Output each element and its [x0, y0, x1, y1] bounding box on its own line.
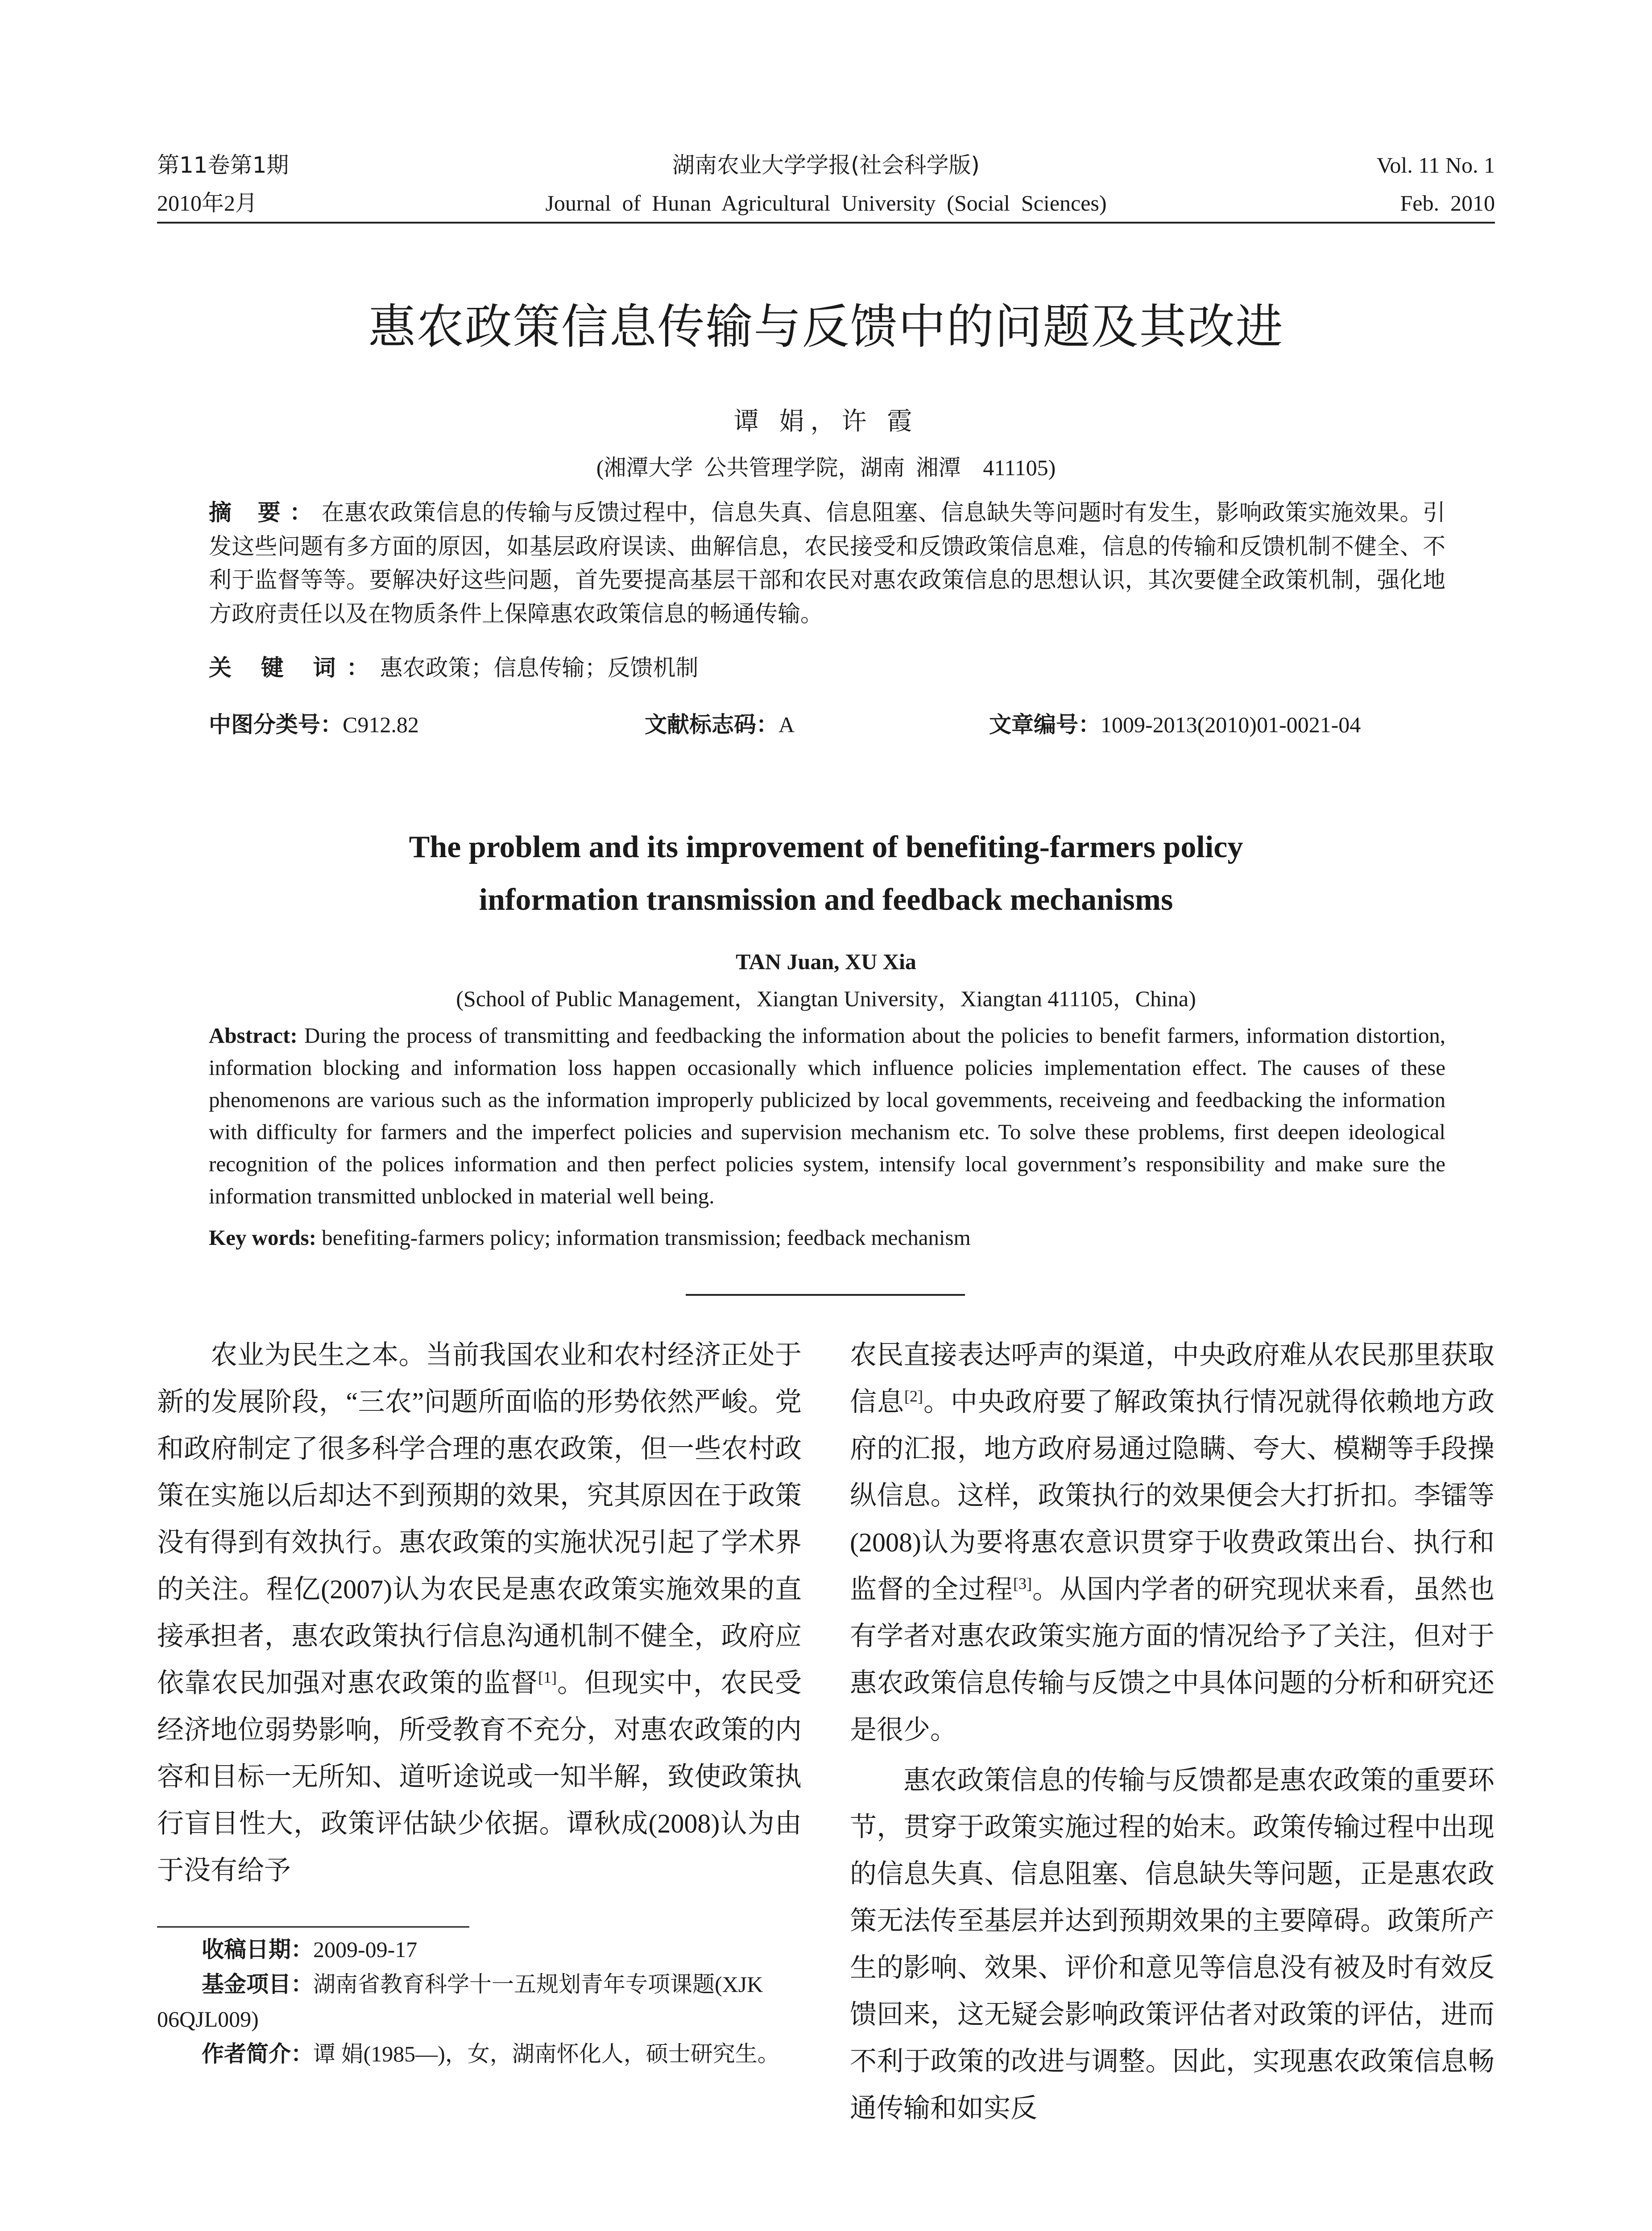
page-title-en-line1: The problem and its improvement of benefiting-farmers policy [409, 830, 1243, 864]
keywords-cn [209, 651, 1445, 685]
body-left-text-1: 农业为民生之本。当前我国农业和农村经济正处于新的发展阶段，“三农”问题所面临的形势依然严峻。党和政府制定了很多科学合理的惠农政策，但一些农村政策在实施以后却达不到预期的效果，究其原因在于政策没有得到有效执行。惠农政策的实施状况引起了学术界的关注。程亿(2007)认为农民是惠农政策实施效果的直接承担者，惠农政策执行信息沟通机制不健全，政府应依靠农民加强对惠农政策的监督 [157, 1340, 802, 1698]
header-rule [157, 222, 1495, 224]
abstract-cn-text: 在惠农政策信息的传输与反馈过程中，信息失真、信息阻塞、信息缺失等问题时有发生，影响政策实施效果。引发这些问题有多方面的原因，如基层政府误读、曲解信息，农民接受和反馈政策信息难，信息的传输和反馈机制不健全、不利于监督等等。要解决好这些问题，首先要提高基层干部和农民对惠农政策信息的思想认识，其次要健全政策机制，强化地方政府责任以及在物质条件上保障惠农政策信息的畅通传输。 [209, 501, 1445, 627]
header-date: 2010年2月 [157, 191, 257, 216]
header-volume: 第11卷第1期 [157, 152, 289, 178]
doc-code-field [645, 708, 795, 742]
header-volume-en: Vol. 11 No. 1 [1376, 153, 1495, 178]
authors-en: TAN Juan, XU Xia [736, 949, 916, 974]
abstract-en [209, 1020, 1445, 1212]
affiliation-en: (School of Public Management，Xiangtan University，Xiangtan 411105，China) [456, 986, 1196, 1011]
footnote-author-value: 谭 娟(1985—)，女，湖南怀化人，硕士研究生。 [313, 2041, 780, 2066]
authors-cn: 谭 娟，许 霞 [733, 407, 919, 436]
body-right-column [850, 1332, 1495, 2132]
footnote-fund-value: 湖南省教育科学十一五规划青年专项课题(XJK 06QJL009) [157, 1972, 763, 2032]
body-right-paragraph-1 [850, 1332, 1495, 1754]
body-right-text-3: 。从国内学者的研究现状来看，虽然也有学者对惠农政策实施方面的情况给予了关注，但对于惠农政策信息传输与反馈之中具体问题的分析和研究还是很少。 [850, 1575, 1495, 1745]
footnote-received-value: 2009-09-17 [313, 1937, 418, 1962]
keywords-en [209, 1222, 1445, 1254]
clc-value: C912.82 [343, 712, 419, 737]
footnote-author-label: 作者简介： [202, 2041, 313, 2067]
page-title-cn: 惠农政策信息传输与反馈中的问题及其改进 [368, 299, 1284, 354]
clc-label: 中图分类号： [209, 712, 343, 738]
body-right-text-2: 。中央政府要了解政策执行情况就得依赖地方政府的汇报，地方政府易通过隐瞒、夸大、模糊等手段操纵信息。这样，政策执行的效果便会大打折扣。李镭等(2008)认为要将惠农意识贯穿于收费政策出台、执行和监督的全过程 [850, 1387, 1495, 1604]
article-no-field [989, 708, 1361, 742]
footnote-received [157, 1932, 802, 1967]
citation-3: [3] [1013, 1575, 1032, 1592]
footnote-author [157, 2036, 802, 2071]
body-left-column [157, 1332, 802, 1894]
clc-field [209, 708, 419, 742]
footnote [157, 1932, 802, 2071]
article-no-value: 1009-2013(2010)01-0021-04 [1101, 712, 1361, 737]
footnote-fund [157, 1967, 802, 2036]
keywords-en-label: Key words: [209, 1225, 316, 1250]
affiliation-cn: (湘潭大学 公共管理学院，湖南 湘潭 411105) [596, 455, 1056, 480]
abstract-cn-label: 摘 要： [209, 500, 322, 526]
keywords-cn-text: 惠农政策；信息传输；反馈机制 [380, 656, 699, 681]
header-journal-en: Journal of Hunan Agricultural University (Social Sciences) [545, 191, 1107, 216]
abstract-en-label: Abstract: [209, 1023, 298, 1048]
header-journal-cn: 湖南农业大学学报(社会科学版) [672, 152, 980, 178]
keywords-en-text: benefiting-farmers policy; information transmission; feedback mechanism [322, 1225, 971, 1250]
footnote-fund-label: 基金项目： [202, 1971, 313, 1997]
body-left-text-2: 。但现实中，农民受经济地位弱势影响，所受教育不充分，对惠农政策的内容和目标一无所知、道听途说或一知半解，致使政策执行盲目性大，政策评估缺少依据。谭秋成(2008)认为由于没有给予 [157, 1668, 802, 1885]
article-no-label: 文章编号： [989, 712, 1101, 738]
citation-2: [2] [904, 1387, 923, 1405]
body-right-paragraph-2: 惠农政策信息的传输与反馈都是惠农政策的重要环节，贯穿于政策实施过程的始末。政策传输过程中出现的信息失真、信息阻塞、信息缺失等问题，正是惠农政策无法传至基层并达到预期效果的主要障碍。政策所产生的影响、效果、评价和意见等信息没有被及时有效反馈回来，这无疑会影响政策评估者对政策的评估，进而不利于政策的改进与调整。因此，实现惠农政策信息畅通传输和如实反 [850, 1766, 1495, 2123]
footnote-rule [157, 1926, 469, 1928]
page-title-en-line2: information transmission and feedback mechanisms [479, 883, 1173, 917]
page-title-en [0, 821, 1652, 926]
footnote-received-label: 收稿日期： [202, 1937, 313, 1962]
doc-code-label: 文献标志码： [645, 712, 778, 738]
abstract-cn [209, 496, 1445, 631]
citation-1: [1] [538, 1668, 557, 1686]
body-right-text-1: 农民直接表达呼声的渠道，中央政府难从农民那里获取信息 [850, 1340, 1495, 1417]
section-divider [686, 1294, 965, 1296]
abstract-en-text: During the process of transmitting and feedbacking the information about the policies to benefit farmers, information distortion, information blocking and information loss happen occasionally which influence policies implementation effect. The causes of these phenomenons are various such as the information improperly publicized by local govemments, receiveing and feedbacking the information with difficulty for farmers and the imperfect policies and supervision mechanism etc. To solve these problems, first deepen ideological recognition of the polices information and then perfect policies system, intensify local government’s responsibility and make sure the information transmitted unblocked in material well being. [209, 1023, 1446, 1208]
keywords-cn-label: 关 键 词： [209, 655, 380, 681]
doc-code-value: A [778, 712, 795, 737]
header-date-en: Feb. 2010 [1400, 191, 1495, 216]
